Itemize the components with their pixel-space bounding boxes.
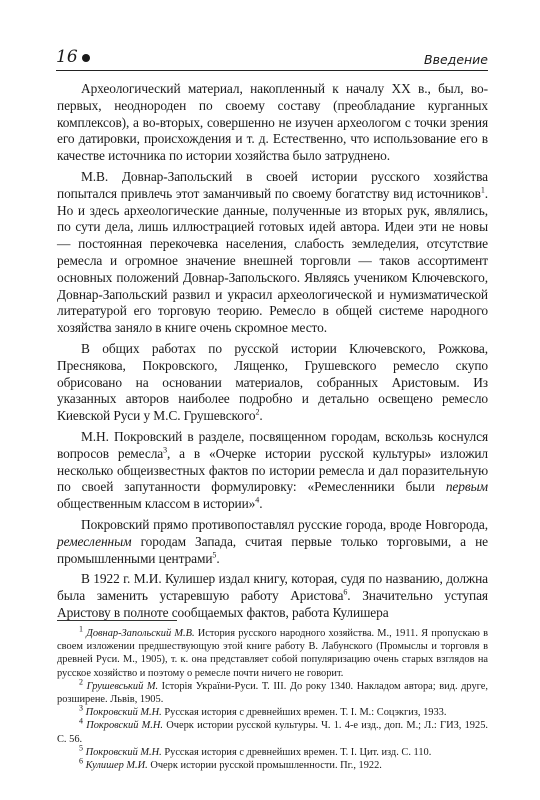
text-run: общественным классом в истории» xyxy=(57,496,256,512)
footnote-author: Грушевський М. xyxy=(86,680,159,692)
section-title: Введение xyxy=(424,51,488,67)
footnote-text: История русского народного хозяйства. М., 1911. Я пропускаю в своем изложении предшествующую этой книге работу В. Лабунского (Промыслы и торговля в древней Руси. М., 1905), т. к. она представляет собой популяризацию очень старых взглядов на русское хозяйство и поэтому о ремесле почти ничего не говорит. xyxy=(57,628,488,679)
text-run: . xyxy=(259,496,263,512)
paragraph xyxy=(57,81,488,165)
page-number: 16 xyxy=(56,47,78,67)
main-text xyxy=(57,81,488,626)
footnote-author: Покровский М.Н. xyxy=(86,720,164,732)
footnote-author: Покровский М.Н. xyxy=(85,746,162,758)
footnote-separator xyxy=(57,620,177,621)
footnote xyxy=(57,756,488,772)
text-run: В общих работах по русской истории Ключевского, Рожкова, Преснякова, Покровского, Лященко, Грушевского ремесло скупо обрисовано на основании материалов, собранных Аристовым. Из указанных авторов наиболее подробно и детально освещено ремесло Киевской Руси у М.С. Грушевского xyxy=(57,340,488,424)
text-run: городам Запада, считая первые только торговыми, а не промышленными центрами xyxy=(57,533,488,566)
footnote-number: 6 xyxy=(79,756,83,766)
footnote xyxy=(57,716,488,745)
paragraph xyxy=(57,517,488,567)
footnote-text: Очерк истории русской промышленности. Пг., 1922. xyxy=(147,760,382,772)
footnote-number: 5 xyxy=(79,743,83,753)
text-run: . xyxy=(216,550,220,566)
footnote-ref: 2 xyxy=(255,407,260,417)
footnote xyxy=(57,624,488,680)
text-run: Покровский прямо противопоставлял русские города, вроде Новгорода, xyxy=(81,516,488,532)
running-header xyxy=(56,44,488,71)
footnote-text: Історія України-Руси. Т. III. До року 1340. Накладом автора; вид. друге, розширене. Львів, 1905. xyxy=(57,680,488,706)
text-run: . Но и здесь археологические данные, полученные из вторых рук, являлись, по сути дела, лишь иллюстрацией готовых идей автора. Идеи эти не новы — постоянная перекочевка населения, слабость земледелия, отсутствие ремесла и огромное значение внешней торговли — таков ассортимент основных положений Довнар-Запольского. Являясь учеником Ключевского, Довнар-Запольский развил и украсил археологической и нумизматической литературой его торговую теорию. Ремесло в общей системе народного хозяйства заняло в книге очень скромное место. xyxy=(57,185,488,336)
footnote-text: Русская история с древнейших времен. Т. I. М.: Соцэкгиз, 1933. xyxy=(161,707,447,719)
footnote-ref: 6 xyxy=(343,587,348,597)
emphasis-text: первым xyxy=(445,479,488,495)
footnote-number: 1 xyxy=(79,624,83,634)
page-number-block xyxy=(56,49,90,66)
footnote-text: Русская история с древнейших времен. Т. I. Цит. изд. С. 110. xyxy=(161,746,432,758)
text-run: . xyxy=(259,408,263,424)
footnote xyxy=(57,677,488,706)
footnote-number: 3 xyxy=(79,703,83,713)
text-run: Археологический материал, накопленный к началу XX в., был, во-первых, неоднороден по своему составу (преобладание курганных комплексов), а во-вторых, совершенно не изучен археологом с точки зрения его датировки, происхождения и т. д. Естественно, что использование его в качестве источника по истории хозяйства было затруднено. xyxy=(57,81,488,164)
paragraph xyxy=(57,169,488,337)
paragraph xyxy=(57,571,488,621)
text-run: В 1922 г. М.И. Кулишер издал книгу, которая, судя по названию, должна была заменить устаревшую работу Аристова xyxy=(57,571,488,604)
paragraph xyxy=(57,341,488,425)
footnote-number: 2 xyxy=(79,677,83,687)
footnote-ref: 4 xyxy=(255,495,260,505)
footnote-author: Довнар-Запольский М.В. xyxy=(86,628,195,639)
footnote-text: Очерк истории русской культуры. Ч. 1. 4-е изд., доп. М.; Л.: ГИЗ, 1925. С. 56. xyxy=(57,720,488,745)
bullet-icon xyxy=(82,54,90,62)
text-run: М.В. Довнар-Запольский в своей истории русского хозяйства попытался привлечь этот заманчивый по своему богатству вид источников xyxy=(57,168,488,201)
footnote xyxy=(57,743,488,759)
footnote-number: 4 xyxy=(79,716,83,726)
text-run: М.Н. Покровский в разделе, посвященном городам, вскользь коснулся вопросов ремесла xyxy=(57,428,488,461)
footnote-ref: 1 xyxy=(480,185,485,195)
paragraph xyxy=(57,429,488,513)
text-run: . Значительно уступая Аристову в полноте сообщаемых фактов, работа Кулишера xyxy=(57,588,488,620)
text-run: , а в «Очерке истории русской культуры» изложил несколько общеизвестных фактов по истории ремесла и дал поразительную по своей запутанности формулировку: «Ремесленники были xyxy=(57,445,488,495)
footnote-author: Кулишер М.И. xyxy=(85,760,148,772)
footnote-ref: 3 xyxy=(163,445,168,455)
footnote-author: Покровский М.Н. xyxy=(85,707,162,719)
footnotes xyxy=(57,624,488,772)
footnote xyxy=(57,703,488,719)
footnote-ref: 5 xyxy=(212,550,217,560)
emphasis-text: ремесленным xyxy=(57,533,132,549)
